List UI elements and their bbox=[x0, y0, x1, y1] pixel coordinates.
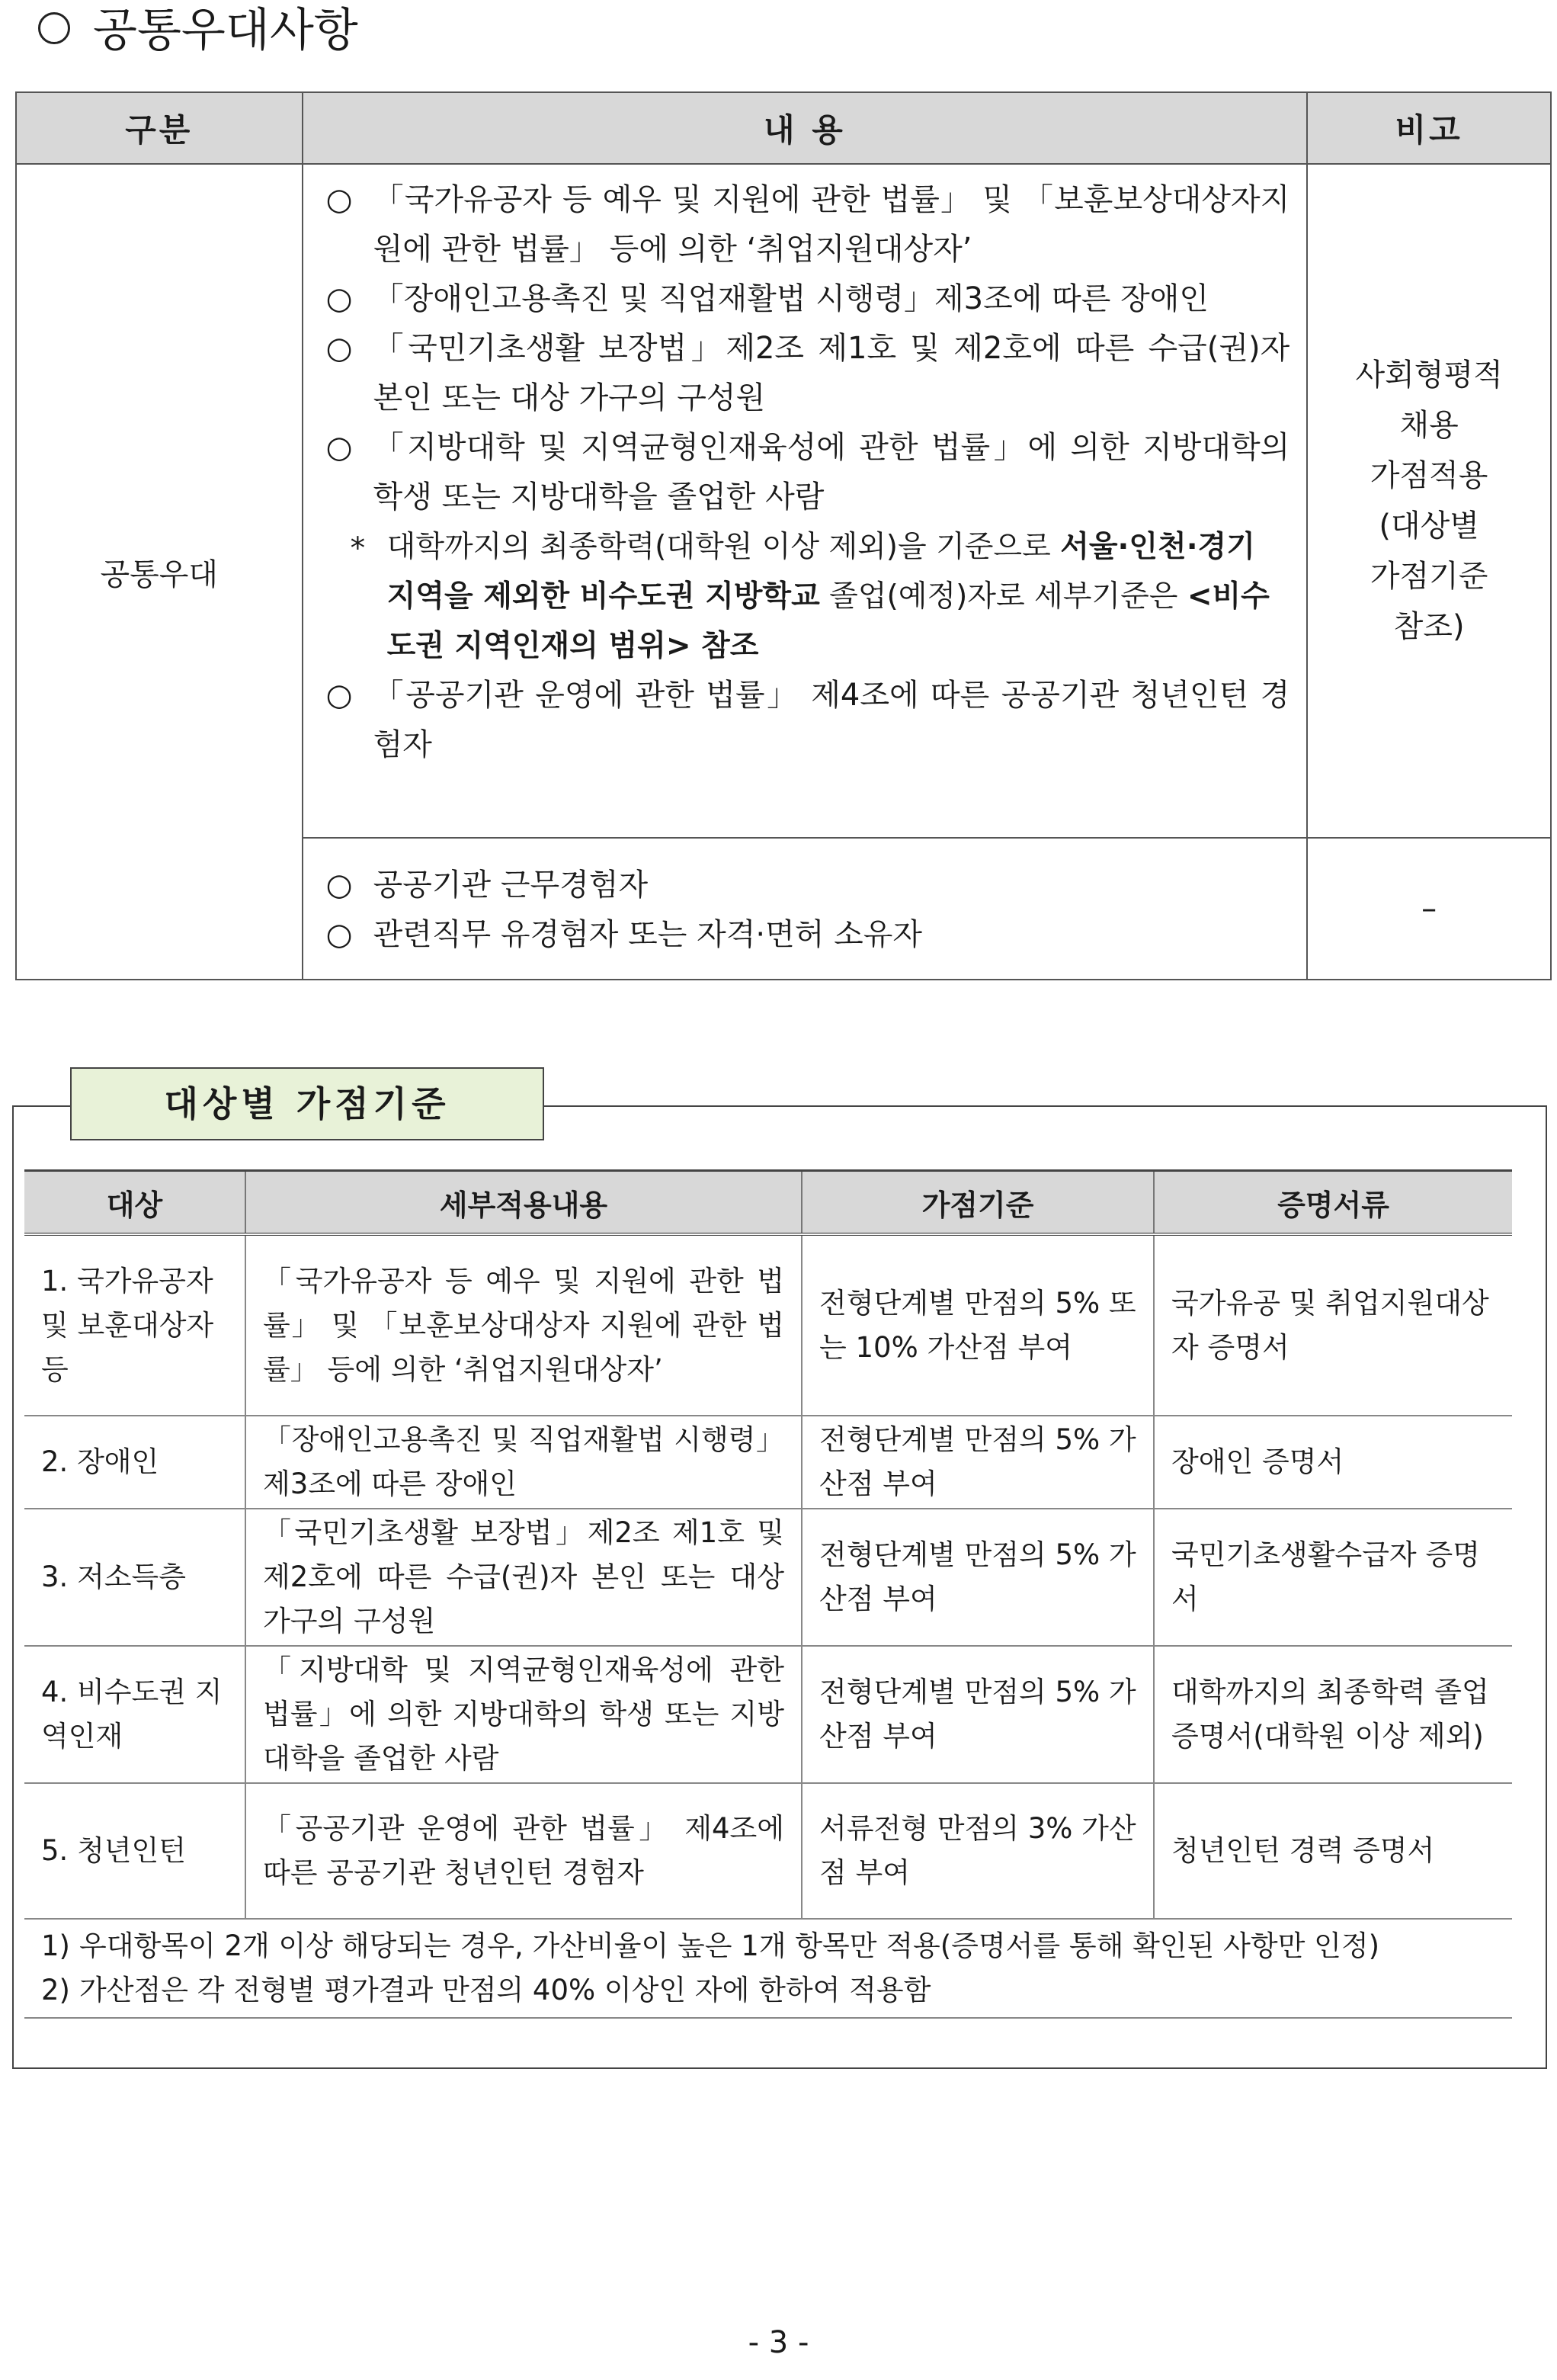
header-content: 내 용 bbox=[303, 92, 1308, 164]
target-cell: 2. 장애인 bbox=[24, 1416, 245, 1509]
docs-cell: 장애인 증명서 bbox=[1154, 1416, 1512, 1509]
target-cell: 4. 비수도권 지역인재 bbox=[24, 1646, 245, 1783]
detail-cell: 「공공기관 운영에 관한 법률」 제4조에 따른 공공기관 청년인턴 경험자 bbox=[245, 1783, 802, 1919]
target-cell: 1. 국가유공자 및 보훈대상자 등 bbox=[24, 1234, 245, 1416]
footnote-text: 가산점은 각 전형별 평가결과 만점의 40% 이상인 자에 한하여 적용함 bbox=[79, 1974, 931, 2006]
list-item: ○ 「지방대학 및 지역균형인재육성에 관한 법률」에 의한 지방대학의 학생 또는 지방대학을 졸업한 사람 bbox=[320, 423, 1290, 522]
circle-bullet-icon: ○ bbox=[325, 917, 353, 952]
category-cell: 공통우대 bbox=[16, 164, 303, 980]
regional-note bbox=[320, 522, 1290, 671]
table-row bbox=[24, 1783, 1512, 1919]
list-item: ○ 관련직무 유경험자 또는 자격·면허 소유자 bbox=[320, 910, 1290, 960]
detail-cell: 「국가유공자 등 예우 및 지원에 관한 법률」 및 「보훈보상대상자 지원에 관한 법률」 등에 의한 ‘취업지원대상자’ bbox=[245, 1234, 802, 1416]
remark-line: (대상별 bbox=[1379, 508, 1479, 544]
detail-cell: 「지방대학 및 지역균형인재육성에 관한 법률」에 의한 지방대학의 학생 또는 지방대학을 졸업한 사람 bbox=[245, 1646, 802, 1783]
circle-bullet-icon: ○ bbox=[325, 281, 353, 316]
circle-bullet-icon: ○ bbox=[325, 430, 353, 465]
content-cell bbox=[303, 838, 1308, 980]
docs-cell: 청년인턴 경력 증명서 bbox=[1154, 1783, 1512, 1919]
note-reference: <비수도권 지역인재의 범위> 참조 bbox=[386, 579, 1270, 663]
circle-bullet-icon: ○ bbox=[325, 331, 353, 366]
content-cell bbox=[303, 164, 1308, 838]
list-item: ○ 「장애인고용촉진 및 직업재활법 시행령」제3조에 따른 장애인 bbox=[320, 274, 1290, 324]
remark-line: 참조) bbox=[1393, 609, 1465, 644]
footnote-text: 우대항목이 2개 이상 해당되는 경우, 가산비율이 높은 1개 항목만 적용(증명서를 통해 확인된 사항만 인정) bbox=[79, 1929, 1380, 1962]
remark-line: 가점기준 bbox=[1370, 559, 1488, 594]
header-category: 구분 bbox=[16, 92, 303, 164]
list-item: ○ 공공기관 근무경험자 bbox=[320, 861, 1290, 910]
docs-cell: 국가유공 및 취업지원대상자 증명서 bbox=[1154, 1234, 1512, 1416]
criteria-table bbox=[24, 1169, 1512, 2019]
footnote bbox=[34, 1924, 1503, 1968]
page-number: - 3 - bbox=[748, 2325, 809, 2360]
footnote-number: 2) bbox=[41, 1974, 70, 2006]
footnote-number: 1) bbox=[41, 1929, 70, 1962]
target-cell: 3. 저소득층 bbox=[24, 1509, 245, 1646]
criteria-cell: 서류전형 만점의 3% 가산점 부여 bbox=[802, 1783, 1154, 1919]
remark-cell bbox=[1307, 164, 1551, 838]
table-row bbox=[24, 1416, 1512, 1509]
section-title bbox=[38, 0, 358, 61]
footnote bbox=[34, 1968, 1503, 2013]
detail-cell: 「장애인고용촉진 및 직업재활법 시행령」제3조에 따른 장애인 bbox=[245, 1416, 802, 1509]
header-detail: 세부적용내용 bbox=[245, 1171, 802, 1235]
list-item: ○ 「국가유공자 등 예우 및 지원에 관한 법률」 및 「보훈보상대상자지원에 관한 법률」 등에 의한 ‘취업지원대상자’ bbox=[320, 175, 1290, 274]
header-criteria: 가점기준 bbox=[802, 1171, 1154, 1235]
docs-cell: 국민기초생활수급자 증명서 bbox=[1154, 1509, 1512, 1646]
target-cell: 5. 청년인턴 bbox=[24, 1783, 245, 1919]
header-remark: 비고 bbox=[1307, 92, 1551, 164]
detail-cell: 「국민기초생활 보장법」제2조 제1호 및 제2호에 따른 수급(권)자 본인 또는 대상 가구의 구성원 bbox=[245, 1509, 802, 1646]
criteria-box-title: 대상별 가점기준 bbox=[70, 1067, 544, 1140]
criteria-cell: 전형단계별 만점의 5% 가산점 부여 bbox=[802, 1509, 1154, 1646]
circle-bullet-icon: ○ bbox=[325, 182, 353, 217]
remark-line: 채용 bbox=[1399, 408, 1459, 443]
circle-bullet-icon bbox=[38, 12, 70, 44]
note-emphasis: 서울·인천·경기 지역을 제외한 비수도권 지방학교 bbox=[386, 530, 1255, 614]
table-row bbox=[24, 1646, 1512, 1783]
criteria-cell: 전형단계별 만점의 5% 가산점 부여 bbox=[802, 1646, 1154, 1783]
remark-line: 가점적용 bbox=[1370, 458, 1488, 493]
criteria-cell: 전형단계별 만점의 5% 가산점 부여 bbox=[802, 1416, 1154, 1509]
table-row bbox=[24, 1234, 1512, 1416]
section-title-text: 공통우대사항 bbox=[93, 4, 358, 57]
note-text: 졸업(예정)자로 세부기준은 bbox=[819, 579, 1187, 614]
header-target: 대상 bbox=[24, 1171, 245, 1235]
remark-cell: – bbox=[1307, 838, 1551, 980]
note-marker: * bbox=[350, 531, 366, 566]
notes-cell bbox=[24, 1919, 1512, 2018]
header-docs: 증명서류 bbox=[1154, 1171, 1512, 1235]
table-row bbox=[24, 1509, 1512, 1646]
criteria-cell: 전형단계별 만점의 5% 또는 10% 가산점 부여 bbox=[802, 1234, 1154, 1416]
preference-table bbox=[15, 91, 1552, 980]
list-item: ○ 「국민기초생활 보장법」제2조 제1호 및 제2호에 따른 수급(권)자 본인 또는 대상 가구의 구성원 bbox=[320, 324, 1290, 423]
note-text: 대학까지의 최종학력(대학원 이상 제외)을 기준으로 bbox=[386, 530, 1061, 564]
docs-cell: 대학까지의 최종학력 졸업증명서(대학원 이상 제외) bbox=[1154, 1646, 1512, 1783]
circle-bullet-icon: ○ bbox=[325, 868, 353, 903]
remark-line: 사회형평적 bbox=[1355, 358, 1503, 393]
notes-row bbox=[24, 1919, 1512, 2018]
circle-bullet-icon: ○ bbox=[325, 678, 353, 713]
list-item: ○ 「공공기관 운영에 관한 법률」 제4조에 따른 공공기관 청년인턴 경험자 bbox=[320, 671, 1290, 770]
